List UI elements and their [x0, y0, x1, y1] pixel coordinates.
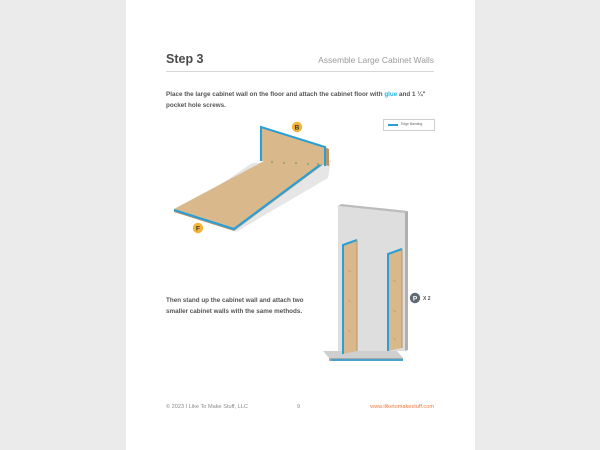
edge-banding-label: Edge Banding [401, 122, 423, 126]
instruction-text-1-start: Place the large cabinet wall on the floor and attach the cabinet floor with [166, 91, 385, 98]
callout-f-label: F [196, 225, 200, 233]
assembly-illustrations [126, 0, 475, 450]
callout-p-quantity: X 2 [423, 296, 431, 302]
instruction-text-1-end: and 1 ¼" pocket hole screws. [166, 91, 426, 109]
document-page [126, 0, 475, 450]
callout-b-label: B [294, 124, 300, 132]
base-floor [323, 351, 403, 358]
step-title: Step 3 [166, 52, 204, 66]
wall-panel-b [261, 124, 325, 165]
footer-page-number: 9 [297, 404, 301, 410]
instruction-text-2: Then stand up the cabinet wall and attach two smaller cabinet walls with the same methods. [166, 297, 304, 315]
glue-highlight: glue [384, 91, 398, 98]
illustration-standing-walls [323, 204, 431, 361]
footer-website-link[interactable]: www.iliketomakestuff.com [370, 404, 434, 410]
right-small-wall [388, 249, 402, 351]
callout-p-label: P [412, 295, 418, 303]
section-title: Assemble Large Cabinet Walls [318, 55, 434, 65]
footer-copyright: © 2023 I Like To Make Stuff, LLC [166, 404, 248, 410]
left-small-wall [343, 240, 357, 354]
illustration-floor-and-wall [174, 122, 331, 233]
